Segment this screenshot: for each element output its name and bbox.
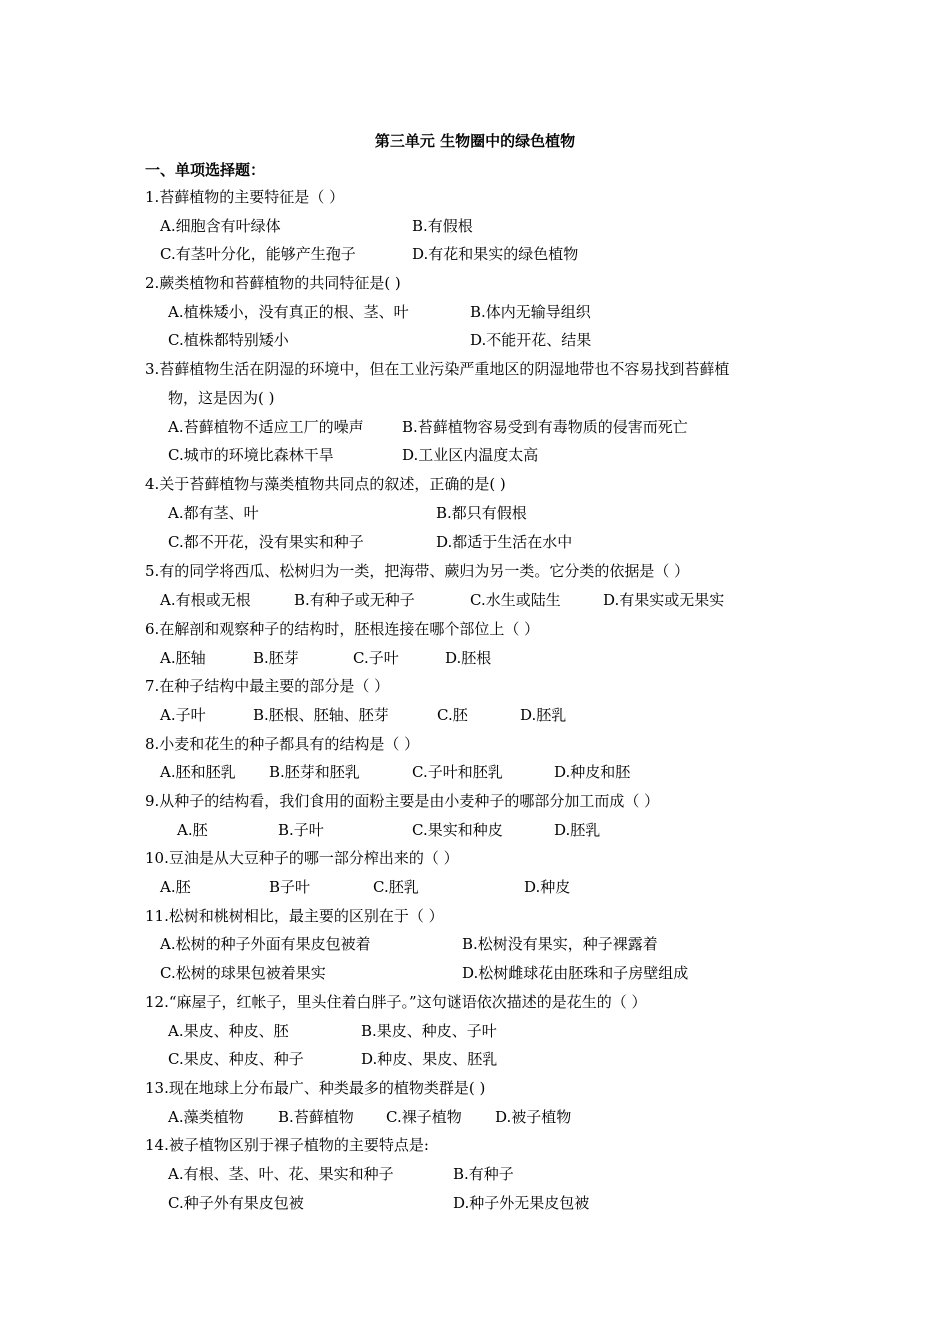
question-5-option-b: B.有种子或无种子 (294, 591, 415, 609)
question-6-option-a: A.胚轴 (160, 649, 206, 667)
question-6-stem: 6.在解剖和观察种子的结构时，胚根连接在哪个部位上（ ） (145, 620, 540, 638)
question-14-option-b: B.有种子 (453, 1165, 514, 1183)
question-3-option-a: A.苔藓植物不适应工厂的噪声 (168, 418, 364, 436)
question-10-option-b: B子叶 (269, 878, 311, 896)
question-13-option-d: D.被子植物 (495, 1108, 572, 1126)
question-12-option-a: A.果皮、种皮、胚 (168, 1022, 289, 1040)
question-14-option-a: A.有根、茎、叶、花、果实和种子 (168, 1165, 394, 1183)
question-4-stem: 4.关于苔藓植物与藻类植物共同点的叙述，正确的是( ) (145, 475, 506, 493)
question-4-option-c: C.都不开花，没有果实和种子 (168, 533, 364, 551)
question-9-stem: 9.从种子的结构看，我们食用的面粉主要是由小麦种子的哪部分加工而成（ ） (145, 792, 660, 810)
question-10-stem: 10.豆油是从大豆种子的哪一部分榨出来的（ ） (145, 849, 459, 867)
question-14-option-d: D.种子外无果皮包被 (453, 1194, 590, 1212)
question-7-option-a: A.子叶 (160, 706, 206, 724)
question-3-stem-continued: 物，这是因为( ) (168, 389, 275, 407)
question-8-option-d: D.种皮和胚 (554, 763, 631, 781)
question-3-option-d: D.工业区内温度太高 (402, 446, 539, 464)
question-5-option-a: A.有根或无根 (160, 591, 251, 609)
question-13-stem: 13.现在地球上分布最广、种类最多的植物类群是( ) (145, 1079, 486, 1097)
question-12-option-b: B.果皮、种皮、子叶 (361, 1022, 497, 1040)
question-6-option-d: D.胚根 (445, 649, 492, 667)
question-10-option-a: A.胚 (160, 878, 191, 896)
question-9-option-a: A.胚 (177, 821, 208, 839)
question-12-stem: 12.“麻屋子，红帐子，里头住着白胖子。”这句谜语依次描述的是花生的（ ） (145, 993, 647, 1011)
question-2-option-c: C.植株都特别矮小 (168, 331, 289, 349)
question-2-option-b: B.体内无输导组织 (470, 303, 591, 321)
question-12-option-d: D.种皮、果皮、胚乳 (361, 1050, 498, 1068)
question-4-option-d: D.都适于生活在水中 (436, 533, 573, 551)
question-1-stem: 1.苔藓植物的主要特征是（ ） (145, 188, 345, 206)
question-8-stem: 8.小麦和花生的种子都具有的结构是（ ） (145, 735, 420, 753)
question-11-stem: 11.松树和桃树相比，最主要的区别在于（ ） (145, 907, 444, 925)
question-12-option-c: C.果皮、种皮、种子 (168, 1050, 304, 1068)
question-6-option-c: C.子叶 (353, 649, 399, 667)
question-7-option-c: C.胚 (437, 706, 468, 724)
question-1-option-d: D.有花和果实的绿色植物 (412, 245, 579, 263)
question-11-option-b: B.松树没有果实，种子裸露着 (462, 935, 658, 953)
question-13-option-c: C.裸子植物 (386, 1108, 462, 1126)
question-1-option-c: C.有茎叶分化，能够产生孢子 (160, 245, 356, 263)
section-heading: 一、单项选择题： (145, 161, 266, 179)
question-8-option-b: B.胚芽和胚乳 (269, 763, 360, 781)
question-13-option-b: B.苔藓植物 (278, 1108, 354, 1126)
question-7-option-b: B.胚根、胚轴、胚芽 (253, 706, 389, 724)
question-14-option-c: C.种子外有果皮包被 (168, 1194, 304, 1212)
question-2-option-a: A.植株矮小，没有真正的根、茎、叶 (168, 303, 409, 321)
question-8-option-c: C.子叶和胚乳 (412, 763, 503, 781)
question-5-option-c: C.水生或陆生 (470, 591, 561, 609)
question-1-option-b: B.有假根 (412, 217, 473, 235)
page-title: 第三单元 生物圈中的绿色植物 (374, 132, 576, 150)
question-3-option-c: C.城市的环境比森林干旱 (168, 446, 334, 464)
question-14-stem: 14.被子植物区别于裸子植物的主要特点是: (145, 1136, 429, 1154)
question-2-stem: 2.蕨类植物和苔藓植物的共同特征是( ) (145, 274, 401, 292)
question-10-option-c: C.胚乳 (373, 878, 419, 896)
question-11-option-d: D.松树雌球花由胚珠和子房壁组成 (462, 964, 689, 982)
question-2-option-d: D.不能开花、结果 (470, 331, 592, 349)
question-6-option-b: B.胚芽 (253, 649, 299, 667)
question-13-option-a: A.藻类植物 (168, 1108, 244, 1126)
question-3-option-b: B.苔藓植物容易受到有毒物质的侵害而死亡 (402, 418, 688, 436)
question-11-option-c: C.松树的球果包被着果实 (160, 964, 326, 982)
question-5-stem: 5.有的同学将西瓜、松树归为一类，把海带、蕨归为另一类。它分类的依据是（ ） (145, 562, 690, 580)
question-1-option-a: A.细胞含有叶绿体 (160, 217, 281, 235)
question-10-option-d: D.种皮 (524, 878, 571, 896)
question-4-option-a: A.都有茎、叶 (168, 504, 259, 522)
question-9-option-c: C.果实和种皮 (412, 821, 503, 839)
question-5-option-d: D.有果实或无果实 (603, 591, 725, 609)
question-11-option-a: A.松树的种子外面有果皮包被着 (160, 935, 371, 953)
question-3-stem: 3.苔藓植物生活在阴湿的环境中，但在工业污染严重地区的阴湿地带也不容易找到苔藓植 (145, 360, 730, 378)
question-4-option-b: B.都只有假根 (436, 504, 527, 522)
question-9-option-b: B.子叶 (278, 821, 324, 839)
question-7-stem: 7.在种子结构中最主要的部分是（ ） (145, 677, 390, 695)
question-9-option-d: D.胚乳 (554, 821, 601, 839)
question-8-option-a: A.胚和胚乳 (160, 763, 236, 781)
question-7-option-d: D.胚乳 (520, 706, 567, 724)
